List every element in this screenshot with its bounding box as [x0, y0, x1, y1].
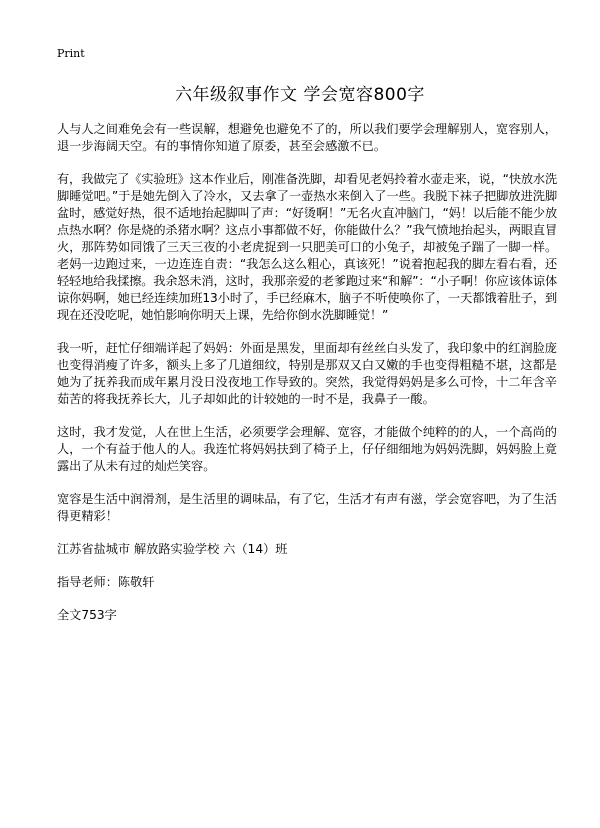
article-title: 六年级叙事作文 学会宽容800字: [175, 85, 425, 105]
article-body: [57, 121, 557, 640]
paragraph-1: 人与人之间难免会有一些误解，想避免也避免不了的，所以我们要学会理解别人，宽容别人，退一步海阔天空。有的事情你知道了原委，甚至会感激不已。: [57, 122, 557, 153]
word-count: 全文753字: [57, 608, 117, 622]
paragraph-2: 有，我做完了《实验班》这本作业后，刚准备洗脚，却看见老妈拎着水壶走来，说，“快放水洗脚睡觉吧。”于是她先倒入了冷水，又去拿了一壶热水来倒入了一些。我脱下袜子把脚放进洗脚盆时，感觉好热，很不适地抬起脚叫了声：“好烫啊！”无名火直冲脑门，“妈！以后能不能少放点热水啊？你是烧的杀猪水啊？这点小事都做不好，你能做什么？”我气愤地抬起头，两眼直冒火，那阵势如同饿了三天三夜的小老虎捉到一只肥美可口的小兔子，却被兔子踹了一脚一样。老妈一边跑过来，一边连连自责：“我怎么这么粗心，真该死！”说着抱起我的脚左看右看，还轻轻地给我揉擦。我余怒未消，这时，我那亲爱的老爹跑过来“和解”：“小子啊！你应该体谅体谅你妈啊，她已经连续加班13小时了，手已经麻木，脑子不听使唤你了，一天都饿着肚子，到现在还没吃呢，她怕影响你明天上课，先给你倒水洗脚睡觉！”: [57, 172, 557, 322]
paragraph-3: 我一听，赶忙仔细端详起了妈妈：外面是黑发，里面却有丝丝白头发了，我印象中的红润脸庞也变得消瘦了许多，额头上多了几道细纹，特别是那双又白又嫩的手也变得粗糙不堪，这都是她为了抚养我而成年累月没日没夜地工作导致的。突然，我觉得妈妈是多么可怜，十二年含辛茹苦的将我抚养长大，儿子却如此的计较她的一时不是，我鼻子一酸。: [57, 341, 557, 406]
teacher-line: 指导老师：陈敬轩: [57, 575, 155, 589]
paragraph-5: 宽容是生活中润滑剂，是生活里的调味品，有了它，生活才有声有滋，学会宽容吧，为了生活得更精彩！: [57, 492, 557, 523]
print-link[interactable]: Print: [57, 47, 85, 60]
paragraph-4: 这时，我才发觉，人在世上生活，必须要学会理解、宽容，才能做个纯粹的的人，一个高尚的人，一个有益于他人的人。我连忙将妈妈扶到了椅子上，仔仔细细地为妈妈洗脚，妈妈脸上竟露出了从未有过的灿烂笑容。: [57, 425, 557, 473]
school-line: 江苏省盐城市 解放路实验学校 六（14）班: [57, 542, 288, 556]
